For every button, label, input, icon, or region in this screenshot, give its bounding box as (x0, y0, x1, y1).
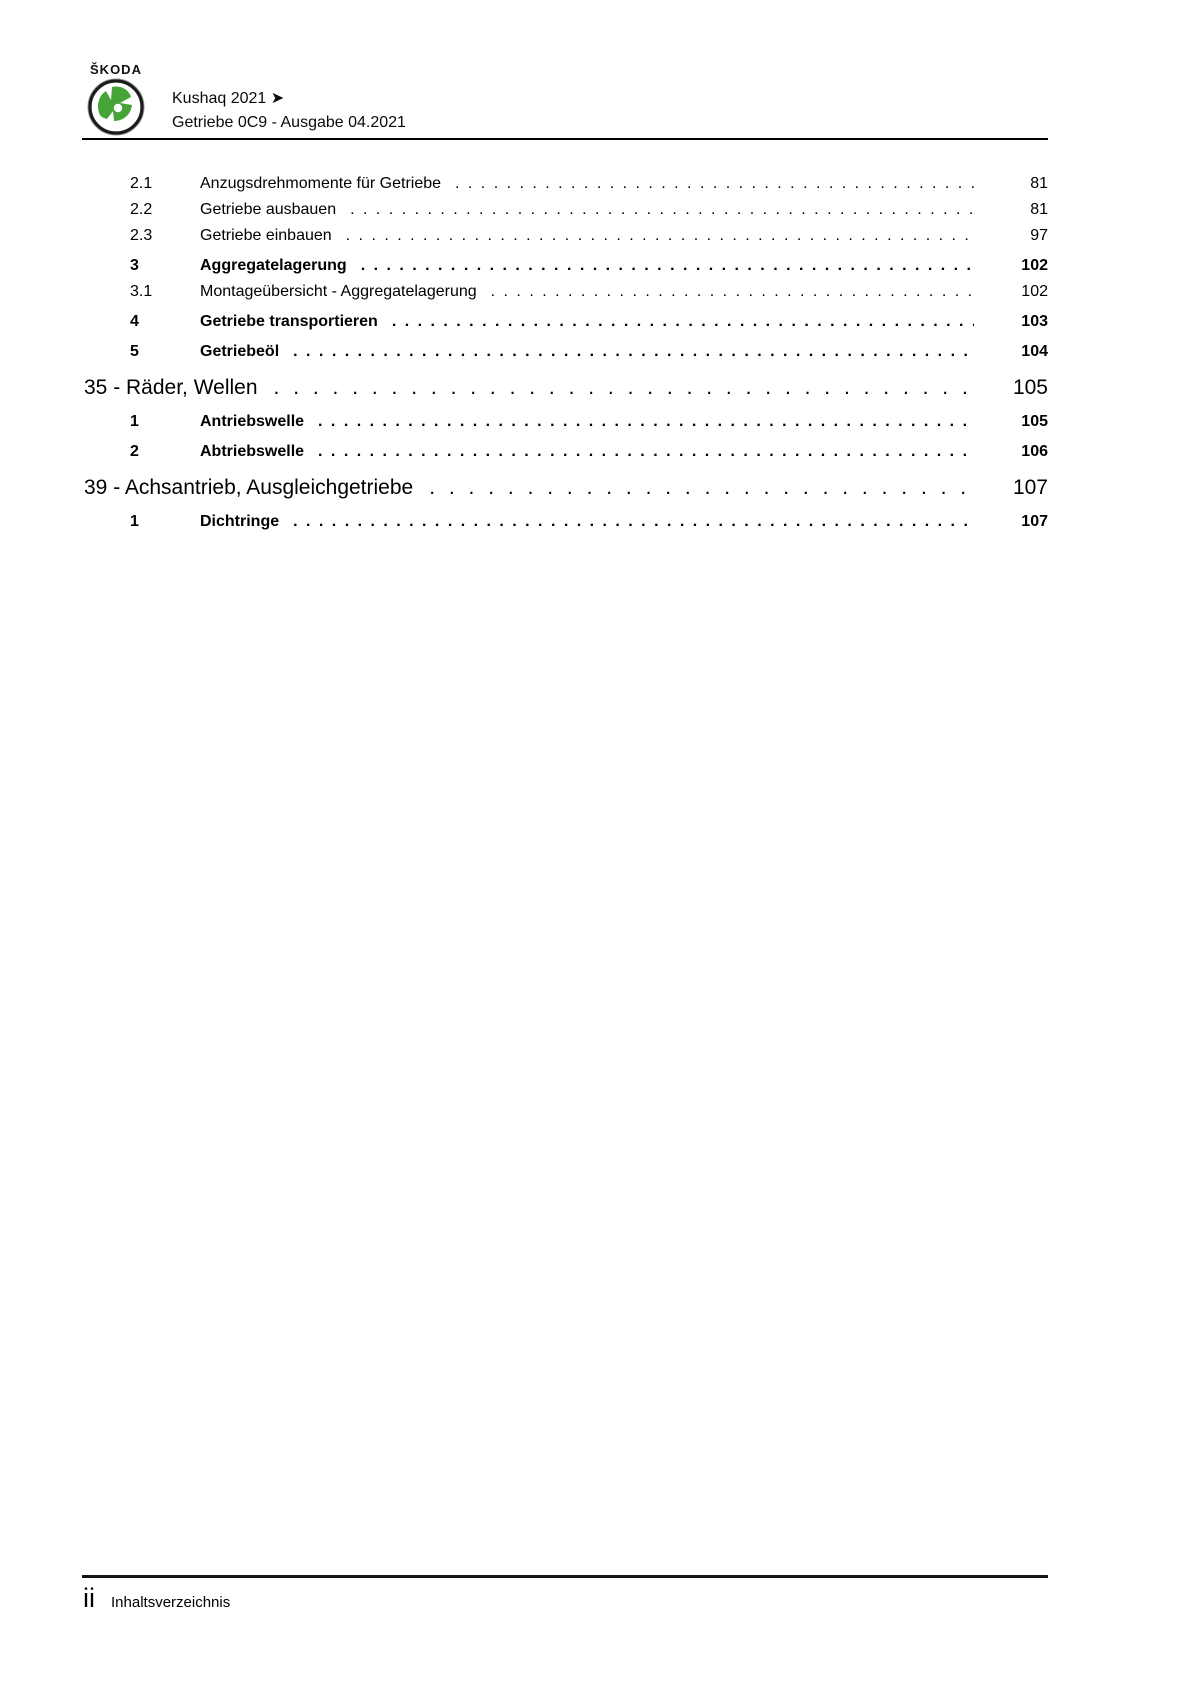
toc-item-row (84, 171, 1048, 197)
toc-page-number: 104 (1021, 343, 1048, 360)
toc-item-number: 1 (130, 413, 139, 430)
header-rule (82, 138, 1048, 140)
toc-item-title: Montageübersicht - Aggregatelagerung (200, 283, 477, 300)
toc-page-number: 107 (1012, 476, 1048, 499)
dot-leader (293, 509, 974, 535)
toc-item-title: Anzugsdrehmomente für Getriebe (200, 175, 442, 192)
toc-item-number: 3 (130, 257, 139, 274)
toc-item-row (84, 409, 1048, 435)
toc-page-number: 106 (1021, 443, 1048, 460)
toc-chapter-title: 35 - Räder, Wellen (84, 376, 258, 399)
toc-item-number: 5 (130, 343, 139, 360)
toc-page-number: 105 (1012, 376, 1048, 399)
dot-leader (392, 309, 974, 335)
dot-leader (274, 371, 974, 405)
toc-chapter-row (84, 371, 1048, 405)
toc-page-number: 103 (1021, 313, 1048, 330)
toc-item-title: Dichtringe (200, 513, 280, 530)
folio-page-number: ii (83, 1583, 95, 1613)
dot-leader (293, 339, 974, 365)
doc-title-model: Kushaq 2021 ➤ (172, 90, 285, 107)
dot-leader (455, 171, 974, 197)
toc-item-row (84, 279, 1048, 305)
toc-item-row (84, 339, 1048, 365)
footer-rule (82, 1575, 1048, 1578)
skoda-roundel-icon (87, 78, 145, 136)
toc-item-row (84, 223, 1048, 249)
dot-leader (429, 471, 974, 505)
document-title (172, 87, 406, 135)
toc-item-row (84, 509, 1048, 535)
toc-page-number: 102 (1021, 283, 1048, 300)
toc-page-number: 105 (1021, 413, 1048, 430)
toc-item-title: Getriebe einbauen (200, 227, 332, 244)
toc-item-title: Getriebe transportieren (200, 313, 378, 330)
toc-item-number: 4 (130, 313, 139, 330)
toc-list (84, 155, 1048, 535)
toc-page-number: 97 (1030, 227, 1048, 244)
skoda-wordmark: ŠKODA (90, 62, 142, 77)
toc-item-title: Abtriebswelle (200, 443, 305, 460)
toc-item-title: Aggregatelagerung (200, 257, 347, 274)
dot-leader (346, 223, 974, 249)
toc-item-title: Getriebeöl (200, 343, 280, 360)
toc-chapter-row (84, 471, 1048, 505)
dot-leader (350, 197, 974, 223)
page-footer (83, 1582, 1049, 1614)
toc-item-row (84, 309, 1048, 335)
dot-leader (491, 279, 974, 305)
dot-leader (318, 439, 974, 465)
toc-item-title: Getriebe ausbauen (200, 201, 337, 218)
toc-item-title: Antriebswelle (200, 413, 305, 430)
toc-item-number: 2.2 (130, 201, 153, 218)
toc-page-number: 81 (1030, 175, 1048, 192)
toc-item-row (84, 439, 1048, 465)
toc-item-number: 3.1 (130, 283, 153, 300)
toc-item-number: 2.3 (130, 227, 153, 244)
toc-item-row (84, 253, 1048, 279)
toc-item-number: 1 (130, 513, 139, 530)
dot-leader (361, 253, 974, 279)
toc-item-row (84, 197, 1048, 223)
toc-page-number: 107 (1021, 513, 1048, 530)
toc-chapter-title: 39 - Achsantrieb, Ausgleichgetriebe (84, 476, 414, 499)
toc-item-number: 2.1 (130, 175, 153, 192)
dot-leader (318, 409, 974, 435)
toc-page-number: 81 (1030, 201, 1048, 218)
toc-item-number: 2 (130, 443, 139, 460)
footer-section-label: Inhaltsverzeichnis (111, 1594, 231, 1611)
skoda-logo (82, 62, 150, 136)
doc-title-edition: Getriebe 0C9 - Ausgabe 04.2021 (172, 114, 406, 131)
toc-page-number: 102 (1021, 257, 1048, 274)
